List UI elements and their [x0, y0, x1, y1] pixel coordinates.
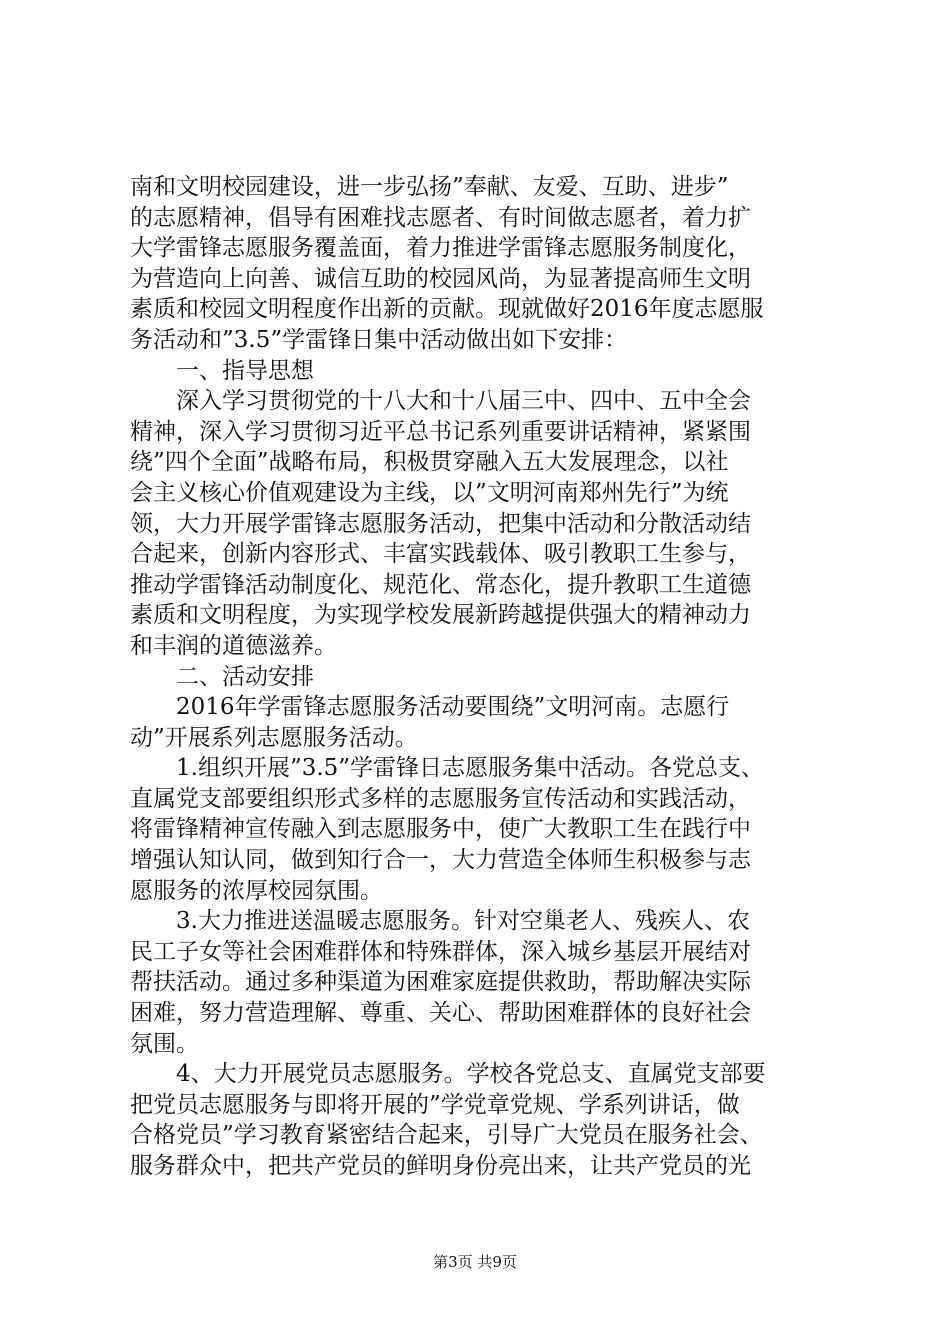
text-line: 一、指导思想 [130, 357, 314, 384]
text-line: 直属党支部要组织形式多样的志愿服务宣传活动和实践活动， [130, 785, 751, 812]
document-body [130, 172, 830, 1182]
text-line: 会主义核心价值观建设为主线，以”文明河南郑州先行”为统 [130, 479, 729, 506]
text-line: 民工子女等社会困难群体和特殊群体，深入城乡基层开展结对 [130, 938, 751, 965]
text-line: 深入学习贯彻党的十八大和十八届三中、四中、五中全会 [130, 388, 751, 415]
text-line: 4、大力开展党员志愿服务。学校各党总支、直属党支部要 [130, 1061, 766, 1088]
page-footer: 第3页 共9页 [433, 1253, 517, 1271]
text-line: 3.大力推进送温暖志愿服务。针对空巢老人、残疾人、农 [130, 908, 750, 935]
text-line: 帮扶活动。通过多种渠道为困难家庭提供救助，帮助解决实际 [130, 969, 751, 996]
text-line: 把党员志愿服务与即将开展的”学党章党规、学系列讲话，做 [130, 1091, 740, 1118]
text-line: 精神，深入学习贯彻习近平总书记系列重要讲话精神，紧紧围 [130, 418, 751, 445]
text-line: 的志愿精神，倡导有困难找志愿者、有时间做志愿者，着力扩 [130, 204, 751, 231]
text-line: 增强认知认同，做到知行合一，大力营造全体师生积极参与志 [130, 847, 751, 874]
text-line: 愿服务的浓厚校园氛围。 [130, 877, 383, 904]
text-line: 动”开展系列志愿服务活动。 [130, 724, 418, 751]
text-line: 南和文明校园建设，进一步弘扬”奉献、友爱、互助、进步” [130, 174, 729, 200]
text-line: 困难，努力营造理解、尊重、关心、帮助困难群体的良好社会 [130, 1000, 751, 1027]
text-line: 服务群众中，把共产党员的鲜明身份亮出来，让共产党员的光 [130, 1153, 751, 1179]
text-line: 合起来，创新内容形式、丰富实践载体、吸引教职工生参与， [130, 541, 751, 568]
text-line: 绕”四个全面”战略布局，积极贯穿融入五大发展理念，以社 [130, 449, 729, 476]
text-line: 为营造向上向善、诚信互助的校园风尚，为显著提高师生文明 [130, 265, 751, 292]
text-line: 务活动和”3.5”学雷锋日集中活动做出如下安排： [130, 326, 628, 353]
text-line: 和丰润的道德滋养。 [130, 632, 337, 659]
text-line: 2016年学雷锋志愿服务活动要围绕”文明河南。志愿行 [130, 694, 730, 721]
text-line: 素质和文明程度，为实现学校发展新跨越提供强大的精神动力 [130, 602, 751, 629]
text-line: 氛围。 [130, 1030, 199, 1057]
text-line: 推动学雷锋活动制度化、规范化、常态化，提升教职工生道德 [130, 571, 751, 598]
text-line: 领，大力开展学雷锋志愿服务活动，把集中活动和分散活动结 [130, 510, 751, 537]
text-line: 素质和校园文明程度作出新的贡献。现就做好2016年度志愿服 [130, 296, 764, 323]
text-line: 二、活动安排 [130, 663, 314, 690]
text-line: 合格党员”学习教育紧密结合起来，引导广大党员在服务社会、 [130, 1122, 763, 1149]
text-line: 1.组织开展”3.5”学雷锋日志愿服务集中活动。各党总支、 [130, 755, 765, 782]
text-line: 将雷锋精神宣传融入到志愿服务中，使广大教职工生在践行中 [130, 816, 751, 843]
text-line: 大学雷锋志愿服务覆盖面，着力推进学雷锋志愿服务制度化， [130, 235, 751, 262]
